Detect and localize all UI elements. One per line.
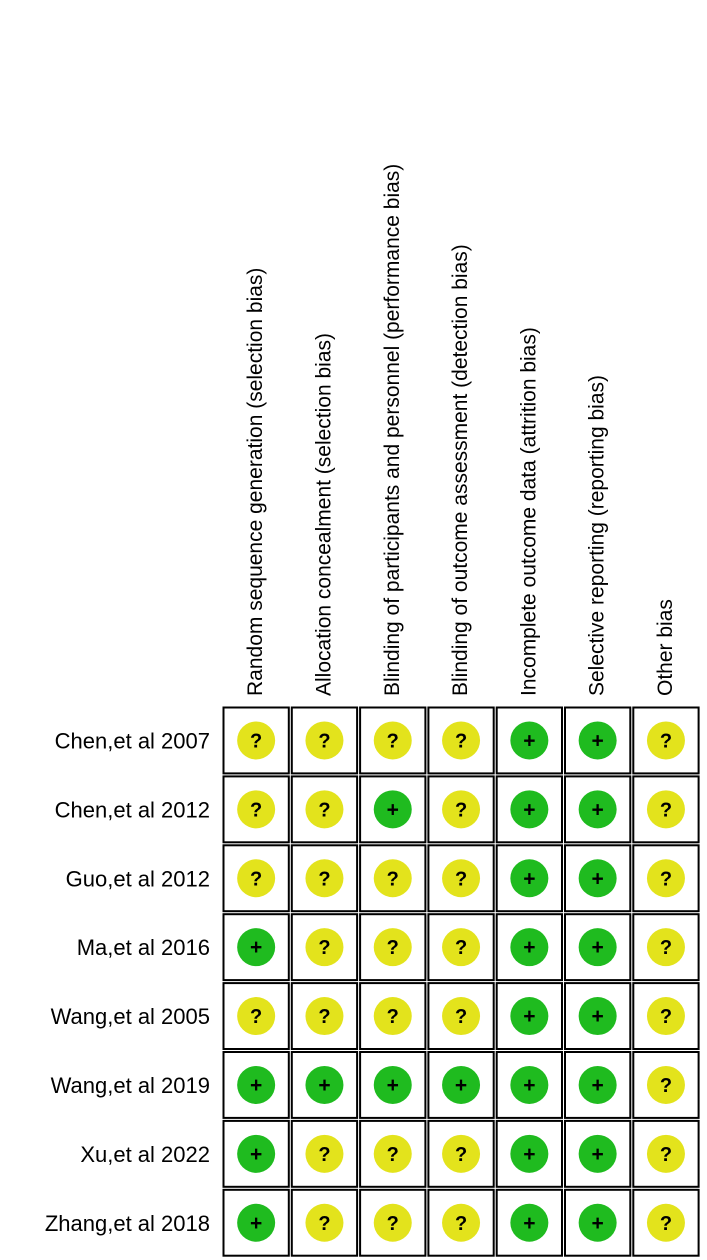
judgement-symbol: + xyxy=(386,1073,399,1097)
judgement-symbol: ? xyxy=(454,1143,468,1166)
judgement-cell xyxy=(360,708,425,774)
judgement-cell xyxy=(360,1190,425,1256)
judgement-symbol: + xyxy=(591,867,604,891)
study-label: Wang,et al 2019 xyxy=(50,1072,210,1098)
judgement-symbol: ? xyxy=(250,730,263,753)
judgement-cell xyxy=(633,845,698,911)
judgement-cell xyxy=(565,708,630,774)
judgement-cell xyxy=(292,708,357,774)
judgement-cell xyxy=(360,845,425,911)
judgement-symbol: ? xyxy=(659,730,673,753)
judgement-cell xyxy=(224,914,289,980)
judgement-symbol: ? xyxy=(454,730,468,753)
judgement-symbol: + xyxy=(523,729,536,753)
judgement-cell xyxy=(497,1190,562,1256)
judgement-symbol: ? xyxy=(659,1212,673,1235)
domain-label: Blinding of participants and personnel (performance bias) xyxy=(380,163,404,696)
judgement-cell xyxy=(497,1052,562,1118)
judgement-cell xyxy=(428,983,493,1049)
judgement-symbol: + xyxy=(454,1073,468,1097)
judgement-symbol: ? xyxy=(659,1006,673,1029)
judgement-symbol: ? xyxy=(386,1212,399,1235)
judgement-cell xyxy=(292,914,357,980)
judgement-symbol: + xyxy=(591,1142,604,1166)
judgement-symbol: ? xyxy=(318,1006,331,1029)
judgement-cell xyxy=(428,708,493,774)
judgement-symbol: + xyxy=(523,798,536,822)
judgement-symbol: + xyxy=(250,1073,263,1097)
judgement-cell xyxy=(292,776,357,842)
judgement-symbol: + xyxy=(591,1073,604,1097)
judgement-cell xyxy=(497,983,562,1049)
judgement-cell xyxy=(360,914,425,980)
judgement-symbol: + xyxy=(250,1211,263,1235)
domain-label: Incomplete outcome data (attrition bias) xyxy=(517,327,541,696)
judgement-symbol: ? xyxy=(659,1074,673,1097)
domain-labels xyxy=(244,164,677,696)
judgement-cell xyxy=(224,1121,289,1187)
judgement-cell xyxy=(633,983,698,1049)
domain-label: Allocation concealment (selection bias) xyxy=(312,332,336,696)
judgement-symbol: ? xyxy=(386,868,399,891)
judgement-symbol: ? xyxy=(659,868,673,891)
judgement-symbol: ? xyxy=(386,937,399,960)
study-label: Wang,et al 2005 xyxy=(50,1004,210,1030)
judgement-cell xyxy=(428,1121,493,1187)
judgement-symbol: + xyxy=(250,1142,263,1166)
judgement-cell xyxy=(292,1052,357,1118)
judgement-cell xyxy=(497,1121,562,1187)
judgement-symbol: ? xyxy=(318,1212,331,1235)
judgement-cell xyxy=(224,1190,289,1256)
judgement-cell xyxy=(497,914,562,980)
judgement-cell xyxy=(633,1190,698,1256)
judgement-symbol: + xyxy=(591,729,604,753)
judgement-cell xyxy=(292,1121,357,1187)
judgement-cell xyxy=(428,1052,493,1118)
judgement-cell xyxy=(633,708,698,774)
judgement-symbol: ? xyxy=(318,799,331,822)
judgement-symbol: + xyxy=(591,936,604,960)
judgement-cell xyxy=(360,1052,425,1118)
judgement-symbol: ? xyxy=(318,1143,331,1166)
study-label: Xu,et al 2022 xyxy=(80,1141,210,1167)
judgement-symbol: + xyxy=(386,798,399,822)
study-label: Guo,et al 2012 xyxy=(65,866,210,892)
judgement-symbol: + xyxy=(523,1142,536,1166)
study-label: Chen,et al 2007 xyxy=(54,728,210,754)
judgement-cell xyxy=(360,983,425,1049)
judgement-symbol: ? xyxy=(454,1212,468,1235)
judgement-symbol: ? xyxy=(318,730,331,753)
judgement-cell xyxy=(292,1190,357,1256)
judgement-cell xyxy=(224,983,289,1049)
judgement-cell xyxy=(224,845,289,911)
judgement-symbol: + xyxy=(318,1073,331,1097)
judgement-symbol: ? xyxy=(250,868,263,891)
judgement-symbol: ? xyxy=(454,937,468,960)
domain-label: Selective reporting (reporting bias) xyxy=(585,375,609,696)
judgement-cell xyxy=(497,776,562,842)
judgement-symbol: + xyxy=(523,936,536,960)
judgement-cell xyxy=(565,914,630,980)
judgement-cell xyxy=(428,845,493,911)
judgement-cell xyxy=(428,914,493,980)
judgement-symbol: + xyxy=(591,798,604,822)
judgement-symbol: + xyxy=(591,1005,604,1029)
judgement-cell xyxy=(497,708,562,774)
judgement-cell xyxy=(360,776,425,842)
judgement-cell xyxy=(292,845,357,911)
judgement-grid xyxy=(224,708,699,1256)
judgement-symbol: ? xyxy=(659,1143,673,1166)
judgement-symbol: ? xyxy=(386,1006,399,1029)
judgement-cell xyxy=(633,1121,698,1187)
judgement-cell xyxy=(360,1121,425,1187)
judgement-symbol: ? xyxy=(386,1143,399,1166)
judgement-symbol: ? xyxy=(318,937,331,960)
judgement-symbol: ? xyxy=(659,799,673,822)
judgement-cell xyxy=(633,1052,698,1118)
judgement-symbol: ? xyxy=(386,730,399,753)
judgement-symbol: ? xyxy=(318,868,331,891)
judgement-cell xyxy=(428,1190,493,1256)
judgement-symbol: + xyxy=(250,936,263,960)
study-label: Zhang,et al 2018 xyxy=(44,1210,210,1236)
judgement-symbol: ? xyxy=(454,799,468,822)
judgement-cell xyxy=(633,914,698,980)
judgement-symbol: ? xyxy=(454,1006,468,1029)
judgement-cell xyxy=(565,1052,630,1118)
judgement-symbol: ? xyxy=(454,868,468,891)
judgement-symbol: + xyxy=(523,1073,536,1097)
judgement-cell xyxy=(224,776,289,842)
judgement-cell xyxy=(292,983,357,1049)
judgement-cell xyxy=(565,776,630,842)
judgement-symbol: + xyxy=(591,1211,604,1235)
judgement-cell xyxy=(428,776,493,842)
study-label: Chen,et al 2012 xyxy=(54,797,210,823)
judgement-symbol: + xyxy=(523,867,536,891)
judgement-symbol: ? xyxy=(250,1006,263,1029)
judgement-cell xyxy=(224,1052,289,1118)
study-labels xyxy=(45,728,210,1235)
judgement-cell xyxy=(224,708,289,774)
judgement-symbol: + xyxy=(523,1005,536,1029)
judgement-cell xyxy=(565,983,630,1049)
judgement-cell xyxy=(497,845,562,911)
domain-label: Blinding of outcome assessment (detection bias) xyxy=(449,244,473,696)
judgement-symbol: ? xyxy=(250,799,263,822)
domain-label: Random sequence generation (selection bias) xyxy=(244,267,268,696)
judgement-cell xyxy=(565,1190,630,1256)
study-label: Ma,et al 2016 xyxy=(76,935,210,961)
judgement-cell xyxy=(565,845,630,911)
judgement-symbol: ? xyxy=(659,937,673,960)
judgement-cell xyxy=(633,776,698,842)
domain-label: Other bias xyxy=(653,599,677,696)
judgement-symbol: + xyxy=(523,1211,536,1235)
judgement-cell xyxy=(565,1121,630,1187)
